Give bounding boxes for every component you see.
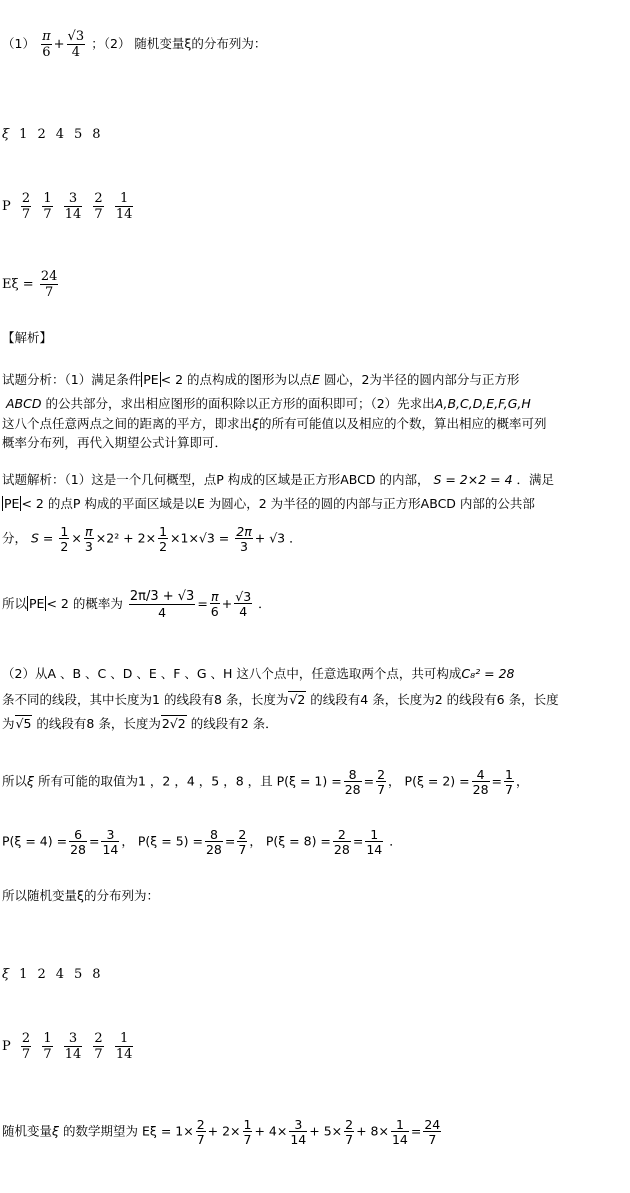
pi-over-6-fraction: $\frac{\pi}{6}$ <box>42 29 51 60</box>
probability-fraction: $\frac{1}{7}$ <box>43 191 52 222</box>
values-line-2: P(ξ = 4) = $\frac{6}{28}$ = $\frac{3}{14}$ ， P(ξ = 5) = $\frac{8}{28}$ = $\frac{2}{7}$ ， P(ξ = 8) = $\frac{2}{28}$ = $\frac{1}{14}$ ． <box>2 827 402 858</box>
probability-result-line: 所以 PE < 2 的概率为 $\frac{2\pi/3 + √3}{4}$ = $\frac{\pi}{6}$ + $\frac{√3}{4}$ ． <box>2 589 271 620</box>
pi-third-fraction: $\frac{\pi}{3}$ <box>84 524 93 555</box>
expectation-result <box>2 270 60 299</box>
xi-value: 5 <box>74 127 83 142</box>
answer-line <box>2 30 266 59</box>
distribution-intro: 所以随机变量ξ的分布列为： <box>2 888 159 903</box>
analysis-line-2: ABCD 的公共部分，求出相应图形的面积除以正方形的面积即可；（2）先求出A,B,C,D,E,F,G,H <box>6 396 531 411</box>
part2-line-1: （2）从A 、B 、C 、D 、E 、F 、G 、H 这八个点中，任意选取两个点，共可构成C₈² = 28 <box>2 666 515 681</box>
probability-row-2: P $\frac{2}{7}$ $\frac{1}{7}$ $\frac{3}{14}$ $\frac{2}{7}$ $\frac{1}{14}$ <box>2 1031 133 1062</box>
sqrt3-over-4-fraction: $\frac{√3}{4}$ <box>67 29 85 60</box>
probability-fraction: $\frac{1}{14}$ <box>115 191 133 222</box>
xi-value-row <box>2 128 111 141</box>
xi-value: 1 <box>19 127 28 142</box>
sqrt3-quarter-fraction: $\frac{√3}{4}$ <box>235 589 252 620</box>
part1-label: （1） <box>2 36 35 52</box>
analysis-heading: 【解析】 <box>2 330 53 345</box>
probability-fraction: $\frac{2}{7}$ <box>94 191 103 222</box>
p-label: P <box>2 199 11 215</box>
expectation-final: 随机变量ξ 的数学期望为 Eξ = 1× $\frac{2}{7}$ + 2× $\frac{1}{7}$ + 4× $\frac{3}{14}$ + 5× $\frac{2}{7}$ + 8× $\frac{1}{14}$ = $\frac{24}{7}$ <box>2 1117 441 1148</box>
analysis-line-4: 概率分布列，再代入期望公式计算即可． <box>2 435 228 450</box>
values-line-1: 所以ξ 所有可能的取值为1 ，2 ，4 ，5 ，8 ，且 P(ξ = 1) = $\frac{8}{28}$ = $\frac{2}{7}$ ， P(ξ = 2) = $\frac{4}{28}$ = $\frac{1}{7}$ ， <box>2 767 529 798</box>
probability-fraction: $\frac{3}{14}$ <box>64 191 82 222</box>
expectation-fraction: $\frac{24}{7}$ <box>40 269 58 300</box>
solution-line-1: 试题解析：（1）这是一个几何概型，点P 构成的区域是正方形ABCD 的内部， S = 2×2 = 4 ．满足 <box>2 472 555 487</box>
xi-value: 2 <box>37 127 46 142</box>
analysis-line-1: 试题分析：（1）满足条件 PE < 2 的点构成的图形为以点E 圆心，2为半径的圆内部分与正方形 <box>2 372 520 387</box>
plus-sign: + <box>53 37 65 53</box>
half-fraction: $\frac{1}{2}$ <box>159 524 168 555</box>
solution-line-3: 分， S = $\frac{1}{2}$ × $\frac{\pi}{3}$ ×2² + 2× $\frac{1}{2}$ ×1×√3 = $\frac{2\pi}{3}$ + √3 ． <box>2 524 302 555</box>
part2-line-2: 条不同的线段，其中长度为1 的线段有8 条，长度为√2 的线段有4 条，长度为2 的线段有6 条，长度 <box>2 692 559 707</box>
solution-line-2: PE < 2 的点P 构成的平面区域是以E 为圆心，2 为半径的圆的内部与正方形ABCD 内部的公共部 <box>4 496 535 511</box>
xi-symbol: ξ <box>2 127 10 142</box>
part2-line-3: 为√5 的线段有8 条，长度为2√2 的线段有2 条． <box>2 716 278 731</box>
big-fraction: $\frac{2\pi/3 + √3}{4}$ <box>129 589 195 620</box>
analysis-line-3: 这八个点任意两点之间的距离的平方，即求出ξ的所有可能值以及相应的个数，算出相应的概率可列 <box>2 416 547 431</box>
xi-value: 8 <box>92 127 101 142</box>
xi-value: 4 <box>55 127 65 142</box>
pi-sixth-fraction: $\frac{\pi}{6}$ <box>210 589 219 620</box>
two-pi-third-fraction: $\frac{2\pi}{3}$ <box>236 524 252 555</box>
xi-value-row-2: ξ 1 2 4 5 8 <box>2 967 101 982</box>
half-fraction: $\frac{1}{2}$ <box>60 524 69 555</box>
probability-fraction: $\frac{2}{7}$ <box>21 191 31 222</box>
pe-absolute: PE <box>143 372 159 387</box>
probability-row <box>2 192 138 221</box>
expectation-label: Eξ = <box>2 277 34 293</box>
part2-label: ；（2） 随机变量ξ的分布列为： <box>91 36 267 52</box>
